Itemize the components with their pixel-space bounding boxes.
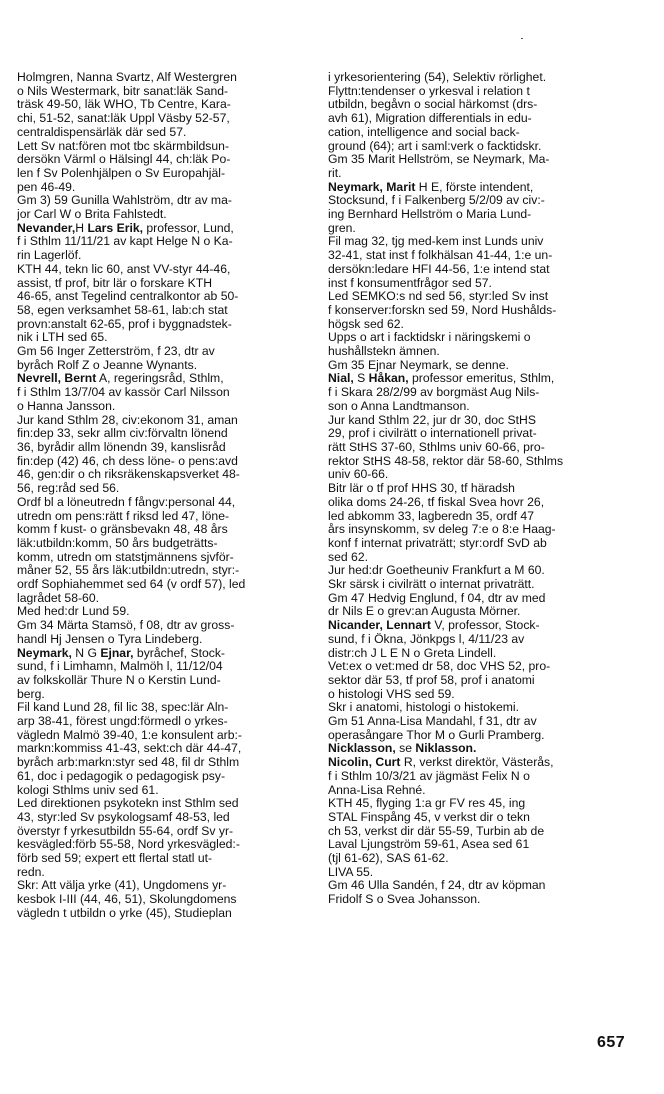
text-line [328, 414, 630, 428]
entry-text: avh 61), Migration differentials in edu- [328, 112, 532, 126]
entry-text: professor emeritus, Sthlm, [408, 372, 555, 386]
entry-text: rätt StHS 37-60, Sthlms univ 60-66, pro- [328, 440, 545, 454]
entry-text: Gm 46 Ulla Sandén, f 24, dtr av köpman [328, 879, 546, 893]
text-line [17, 98, 317, 112]
text-line [328, 441, 630, 455]
entry-text: måner 52, 55 års läk:utbildn:utredn, styr:- [17, 564, 240, 578]
text-line [17, 605, 317, 619]
entry-text: 29, prof i civilrätt o internationell privat- [328, 427, 537, 441]
text-line [17, 592, 317, 606]
text-line [17, 825, 317, 839]
text-line [328, 592, 630, 606]
text-line [17, 345, 317, 359]
entry-text: redn. [17, 865, 45, 879]
print-mark [521, 38, 523, 39]
text-line [17, 619, 317, 633]
text-line [328, 85, 630, 99]
entry-text: H [75, 221, 88, 235]
text-line [328, 852, 630, 866]
entry-text: Skr i anatomi, histologi o histokemi. [328, 701, 520, 715]
entry-text: N G [71, 646, 101, 660]
text-line [328, 619, 630, 633]
entry-text: se [395, 742, 416, 756]
entry-text: 46, gen:dir o ch riksräkenskapsverket 48- [17, 468, 240, 482]
entry-text: cation, intelligence and social back- [328, 125, 520, 139]
text-line [328, 112, 630, 126]
text-line [328, 359, 630, 373]
entry-text: provn:anstalt 62-65, prof i byggnadstek- [17, 317, 232, 331]
text-line [328, 468, 630, 482]
entry-text: distr:ch J L E N o Greta Lindell. [328, 646, 497, 660]
entry-text: Vet:ex o vet:med dr 58, doc VHS 52, pro- [328, 660, 551, 674]
text-line [17, 633, 317, 647]
text-line [17, 564, 317, 578]
entry-text: Gm 47 Hedvig Englund, f 04, dtr av med [328, 591, 546, 605]
text-line [328, 263, 630, 277]
text-line [17, 153, 317, 167]
entry-text: Anna-Lisa Rehné. [328, 783, 426, 797]
entry-text: Gm 56 Inger Zetterström, f 23, dtr av [17, 345, 215, 359]
entry-text: 43, styr:led Sv psykologsamf 48-53, led [17, 810, 230, 824]
text-line [328, 318, 630, 332]
text-line [328, 564, 630, 578]
text-line [328, 784, 630, 798]
text-line [17, 359, 317, 373]
entry-text: arp 38-41, förest ungd:förmedl o yrkes- [17, 715, 228, 729]
entry-name: Neymark, [17, 646, 72, 660]
entry-text: len f Sv Polenhjälpen o Sv Europahjäl- [17, 166, 225, 180]
entry-text: utbildn, begåvn o social härkomst (drs- [328, 98, 538, 112]
text-line [328, 674, 630, 688]
text-line [328, 98, 630, 112]
entry-text: komm, utredn om statstjmännens sjvför- [17, 550, 234, 564]
entry-name: Niklasson. [415, 742, 477, 756]
entry-text: vägledn t utbildn o yrke (45), Studieplan [17, 906, 232, 920]
text-line [328, 701, 630, 715]
text-line [328, 455, 630, 469]
entry-text: f i Sthlm 10/3/21 av jägmäst Felix N o [328, 769, 530, 783]
entry-text: rektor StHS 48-58, rektor där 58-60, Sthlms [328, 454, 564, 468]
text-line [17, 222, 317, 236]
text-line [17, 852, 317, 866]
text-line [328, 386, 630, 400]
text-line [328, 688, 630, 702]
entry-name: Nicklasson, [328, 742, 396, 756]
text-line [328, 208, 630, 222]
text-line [17, 907, 317, 921]
entry-text: träsk 49-50, läk WHO, Tb Centre, Kara- [17, 98, 231, 112]
text-line [328, 181, 630, 195]
entry-text: Med hed:dr Lund 59. [17, 605, 130, 619]
entry-text: inst f konsumentfrågor sed 57. [328, 276, 492, 290]
entry-text: högsk sed 62. [328, 317, 404, 331]
entry-text: STAL Finspång 45, v verkst dir o tekn [328, 810, 530, 824]
entry-text: H E, förste intendent, [415, 180, 534, 194]
entry-text: Upps o art i facktidskr i näringskemi o [328, 331, 531, 345]
entry-text: gren. [328, 221, 356, 235]
text-line [17, 770, 317, 784]
text-line [17, 304, 317, 318]
entry-text: Stocksund, f i Falkenberg 5/2/09 av civ:- [328, 194, 545, 208]
entry-text: Jur hed:dr Goetheuniv Frankfurt a M 60. [328, 564, 545, 578]
entry-text: lagrådet 58-60. [17, 591, 99, 605]
text-line [17, 400, 317, 414]
text-line [328, 756, 630, 770]
text-line [17, 386, 317, 400]
entry-text: olika doms 24-26, tf fiskal Svea hovr 26, [328, 495, 545, 509]
text-line [328, 249, 630, 263]
text-line [328, 537, 630, 551]
text-line [328, 578, 630, 592]
entry-name: Neymark, Marit [328, 180, 416, 194]
entry-name: Nial, [328, 372, 354, 386]
text-line [17, 263, 317, 277]
text-line [328, 140, 630, 154]
text-line [17, 455, 317, 469]
entry-text: överstyr f yrkesutbildn 55-64, ordf Sv yr- [17, 824, 234, 838]
entry-text: ground (64); art i saml:verk o facktidskr. [328, 139, 542, 153]
text-line [17, 510, 317, 524]
entry-text: Skr: Att välja yrke (41), Ungdomens yr- [17, 879, 227, 893]
entry-text: pen 46-49. [17, 180, 76, 194]
text-line [17, 427, 317, 441]
entry-text: sund, f i Ökna, Jönkpgs l, 4/11/23 av [328, 632, 525, 646]
text-line [17, 797, 317, 811]
text-line [328, 879, 630, 893]
entry-text: (tjl 61-62), SAS 61-62. [328, 852, 449, 866]
text-line [17, 71, 317, 85]
text-line [17, 112, 317, 126]
entry-text: Fil mag 32, tjg med-kem inst Lunds univ [328, 235, 544, 249]
text-line [17, 715, 317, 729]
text-line [17, 647, 317, 661]
entry-text: Fil kand Lund 28, fil lic 38, spec:lär Aln- [17, 701, 229, 715]
text-line [17, 701, 317, 715]
text-line [328, 742, 630, 756]
entry-text: son o Anna Landtmanson. [328, 399, 470, 413]
text-line [328, 400, 630, 414]
text-line [17, 496, 317, 510]
text-line [328, 235, 630, 249]
entry-text: i yrkesorientering (54), Selektiv rörlighet. [328, 71, 547, 84]
entry-text: dersökn Värml o Hälsingl 44, ch:läk Po- [17, 153, 231, 167]
entry-text: Jur kand Sthlm 28, civ:ekonom 31, aman [17, 413, 238, 427]
entry-text: o histologi VHS sed 59. [328, 687, 455, 701]
entry-text: operasångare Thor M o Gurli Pramberg. [328, 728, 545, 742]
entry-text: f i Sthlm 11/11/21 av kapt Helge N o Ka- [17, 235, 233, 249]
text-line [17, 249, 317, 263]
text-line [17, 688, 317, 702]
text-line [17, 194, 317, 208]
entry-text: o Hanna Jansson. [17, 399, 116, 413]
text-line [17, 414, 317, 428]
entry-text: förb sed 59; expert ett flertal statl ut- [17, 852, 213, 866]
entry-text: KTH 45, flyging 1:a gr FV res 45, ing [328, 797, 526, 811]
entry-text: Jur kand Sthlm 22, jur dr 30, doc StHS [328, 413, 536, 427]
entry-text: Led direktionen psykotekn inst Sthlm sed [17, 797, 239, 811]
entry-name: Nevander, [17, 221, 76, 235]
text-line [17, 811, 317, 825]
text-line [17, 879, 317, 893]
entry-text: dersökn:ledare HFI 44-56, 1:e intend stat [328, 262, 550, 276]
entry-text: vägledn Malmö 39-40, 1:e konsulent arb:- [17, 728, 242, 742]
entry-text: sed 62. [328, 550, 368, 564]
entry-text: sektor där 53, tf prof 58, prof i anatomi [328, 673, 535, 687]
entry-text: Gm 35 Marit Hellström, se Neymark, Ma- [328, 153, 550, 167]
entry-text: Gm 51 Anna-Lisa Mandahl, f 31, dtr av [328, 715, 537, 729]
entry-text: ch 53, verkst dir där 55-59, Turbin ab de [328, 824, 545, 838]
text-line [328, 770, 630, 784]
text-line [328, 893, 630, 907]
text-line [328, 811, 630, 825]
entry-text: 56, reg:råd sed 56. [17, 482, 120, 496]
text-line [17, 331, 317, 345]
text-line [328, 167, 630, 181]
entry-text: fin:dep (42) 46, ch dess löne- o pens:avd [17, 454, 238, 468]
text-line [17, 318, 317, 332]
entry-text: nik i LTH sed 65. [17, 331, 108, 345]
entry-text: byråchef, Stock- [133, 646, 225, 660]
entry-text: f i Skara 28/2/99 av borgmäst Aug Nils- [328, 386, 540, 400]
text-line [17, 578, 317, 592]
text-line [17, 866, 317, 880]
entry-text: utredn om pens:rätt f riksd led 47, löne- [17, 509, 230, 523]
text-line [328, 277, 630, 291]
text-line [328, 126, 630, 140]
entry-text: Ordf bl a löneutredn f fångv:personal 44, [17, 495, 236, 509]
page-number: 657 [597, 1034, 626, 1051]
text-line [328, 825, 630, 839]
entry-text: KTH 44, tekn lic 60, anst VV-styr 44-46, [17, 262, 231, 276]
entry-text: LIVA 55. [328, 865, 374, 879]
text-line [328, 523, 630, 537]
entry-text: Gm 35 Ejnar Neymark, se denne. [328, 358, 509, 372]
text-line [328, 866, 630, 880]
entry-text: R, verkst direktör, Västerås, [400, 756, 554, 770]
text-line [17, 893, 317, 907]
text-line [328, 153, 630, 167]
entry-text: chi, 51-52, sanat:läk Uppl Väsby 52-57, [17, 112, 230, 126]
entry-text: Lett Sv nat:fören mot tbc skärmbildsun- [17, 139, 230, 153]
text-line [17, 126, 317, 140]
entry-text: hushållstekn ämnen. [328, 345, 440, 359]
text-line [328, 660, 630, 674]
text-line [17, 181, 317, 195]
entry-text: professor, Lund, [143, 221, 234, 235]
right-column [328, 71, 630, 907]
entry-text: kologi Sthlms univ sed 61. [17, 783, 159, 797]
text-line [328, 372, 630, 386]
text-line [17, 551, 317, 565]
entry-text: 36, byrådir allm lönendn 39, kanslisråd [17, 440, 226, 454]
text-line [328, 427, 630, 441]
text-line [17, 140, 317, 154]
text-line [17, 756, 317, 770]
entry-text: Bitr lär o tf prof HHS 30, tf häradsh [328, 482, 515, 496]
entry-text: 32-41, stat inst f folkhälsan 41-44, 1:e un- [328, 249, 553, 263]
entry-text: A, regeringsråd, Sthlm, [96, 372, 224, 386]
entry-name: Ejnar, [100, 646, 134, 660]
text-line [17, 468, 317, 482]
text-line [17, 167, 317, 181]
entry-text: led abkomm 33, lagberedn 35, ordf 47 [328, 509, 534, 523]
entry-text: komm f kust- o gränsbevakn 48, 48 års [17, 523, 228, 537]
entry-text: berg. [17, 687, 45, 701]
entry-text: V, professor, Stock- [430, 619, 540, 633]
text-line [328, 633, 630, 647]
text-line [328, 496, 630, 510]
entry-text: 58, egen verksamhet 58-61, lab:ch stat [17, 303, 228, 317]
text-line [17, 523, 317, 537]
text-line [328, 729, 630, 743]
text-line [328, 290, 630, 304]
text-line [17, 838, 317, 852]
entry-text: f i Sthlm 13/7/04 av kassör Carl Nilsson [17, 386, 230, 400]
entry-text: Led SEMKO:s nd sed 56, styr:led Sv inst [328, 290, 549, 304]
entry-text: univ 60-66. [328, 468, 389, 482]
text-line [328, 482, 630, 496]
text-line [328, 304, 630, 318]
left-column [17, 71, 317, 921]
text-line [17, 441, 317, 455]
text-line [17, 784, 317, 798]
text-line [17, 742, 317, 756]
entry-name: Lars Erik, [87, 221, 144, 235]
text-line [328, 551, 630, 565]
entry-name: Håkan, [368, 372, 409, 386]
entry-text: 61, doc i pedagogik o pedagogisk psy- [17, 769, 226, 783]
entry-text: Gm 3) 59 Gunilla Wahlström, dtr av ma- [17, 194, 232, 208]
entry-text: fin:dep 33, sekr allm civ:förvaltn lönend [17, 427, 228, 441]
text-line [17, 482, 317, 496]
entry-text: års insynskomm, sv deleg 7:e o 8:e Haag- [328, 523, 556, 537]
entry-text: 46-65, anst Tegelind centralkontor ab 50- [17, 290, 239, 304]
entry-text: Gm 34 Märta Stamsö, f 08, dtr av gross- [17, 619, 235, 633]
text-line [17, 537, 317, 551]
text-line [328, 605, 630, 619]
text-line [17, 277, 317, 291]
entry-text: jor Carl W o Brita Fahlstedt. [17, 208, 167, 222]
text-line [17, 729, 317, 743]
text-line [17, 85, 317, 99]
entry-text: S [353, 372, 369, 386]
entry-text: Flyttn:tendenser o yrkesval i relation t [328, 84, 530, 98]
entry-text: Fridolf S o Svea Johansson. [328, 893, 481, 907]
text-line [328, 345, 630, 359]
text-line [328, 194, 630, 208]
text-line [328, 71, 630, 85]
text-line [17, 208, 317, 222]
entry-text: Skr särsk i civilrätt o internat privaträtt. [328, 578, 535, 592]
text-line [328, 715, 630, 729]
entry-text: ordf Sophiahemmet sed 64 (v ordf 57), led [17, 578, 246, 592]
entry-text: assist, tf prof, bitr lär o forskare KTH [17, 276, 213, 290]
entry-text: Laval Ljungström 59-61, Asea sed 61 [328, 838, 530, 852]
entry-text: konf f internat privaträtt; styr:ordf SvD ab [328, 536, 547, 550]
entry-text: o Nils Westermark, bitr sanat:läk Sand- [17, 84, 229, 98]
text-line [17, 235, 317, 249]
entry-text: f konserver:forskn sed 59, Nord Hushålds- [328, 303, 557, 317]
text-line [328, 838, 630, 852]
entry-text: Holmgren, Nanna Svartz, Alf Westergren [17, 71, 237, 84]
entry-text: ing Bernhard Hellström o Maria Lund- [328, 208, 532, 222]
entry-text: handl Hj Jensen o Tyra Lindeberg. [17, 632, 203, 646]
text-line [328, 222, 630, 236]
text-line [328, 797, 630, 811]
entry-text: sund, f i Limhamn, Malmöh l, 11/12/04 [17, 660, 223, 674]
entry-name: Nevrell, Bernt [17, 372, 97, 386]
text-line [17, 674, 317, 688]
text-line [328, 647, 630, 661]
entry-text: centraldispensärläk där sed 57. [17, 125, 187, 139]
entry-text: av folkskollär Thure N o Kerstin Lund- [17, 673, 221, 687]
text-line [328, 331, 630, 345]
text-line [17, 660, 317, 674]
entry-text: rit. [328, 166, 342, 180]
text-line [17, 290, 317, 304]
entry-text: rin Lagerlöf. [17, 249, 82, 263]
text-line [17, 372, 317, 386]
entry-name: Nicander, Lennart [328, 619, 431, 633]
entry-text: markn:kommiss 41-43, sekt:ch där 44-47, [17, 742, 242, 756]
entry-text: dr Nils E o grev:an Augusta Mörner. [328, 605, 521, 619]
entry-text: byråch arb:markn:styr sed 48, fil dr Sthlm [17, 756, 240, 770]
entry-text: byråch Rolf Z o Jeanne Wynants. [17, 358, 198, 372]
entry-text: läk:utbildn:komm, 50 års budgeträtts- [17, 536, 218, 550]
entry-name: Nicolin, Curt [328, 756, 401, 770]
text-line [328, 510, 630, 524]
entry-text: kesbok I-III (44, 46, 51), Skolungdomens [17, 893, 237, 907]
entry-text: kesvägled:förb 55-58, Nord yrkesvägled:- [17, 838, 240, 852]
